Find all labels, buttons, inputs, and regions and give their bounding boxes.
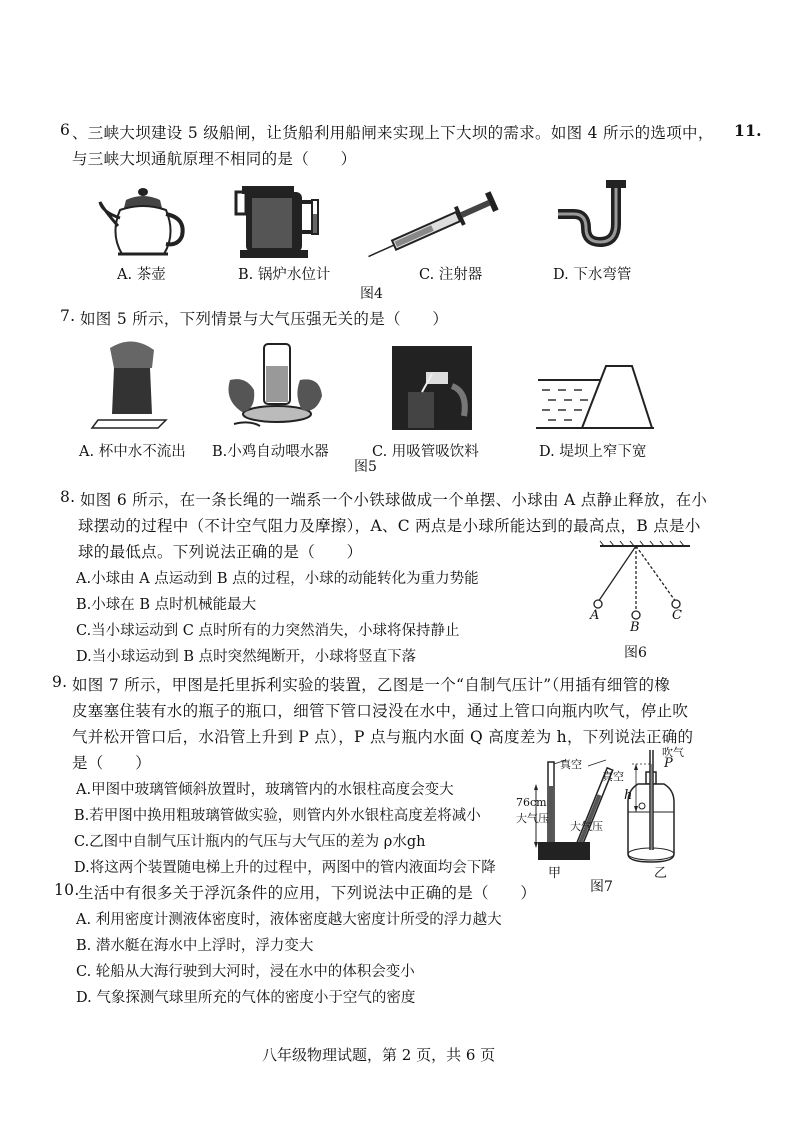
boiler-gauge-image <box>232 182 332 262</box>
drain-pipe-image <box>556 178 636 258</box>
q8-option-b: B.小球在 B 点时机械能最大 <box>76 597 257 613</box>
yi-label: 乙 <box>654 866 668 881</box>
q9-number: 9. <box>52 673 68 691</box>
q10-option-a: A. 利用密度计测液体密度时，液体密度越大密度计所受的浮力越大 <box>76 912 502 928</box>
q10-option-d: D. 气象探测气球里所充的气体的密度小于空气的密度 <box>76 990 416 1006</box>
q6-stem-line2: 与三峡大坝通航原理不相同的是（ ） <box>72 150 357 168</box>
q6-option-b: B. 锅炉水位计 <box>238 267 331 283</box>
q6-option-a: A. 茶壶 <box>117 267 166 283</box>
q9-option-a: A.甲图中玻璃管倾斜放置时，玻璃管内的水银柱高度会变大 <box>76 782 454 798</box>
p-point-label: P <box>664 756 673 771</box>
dam-image <box>536 358 654 430</box>
q10-number: 10. <box>54 881 80 899</box>
q9-stem-line1: 如图 7 所示，甲图是托里拆利实验的装置，乙图是一个“自制气压计”（用插有细管的橡 <box>72 676 671 694</box>
q8-option-c: C.当小球运动到 C 点时所有的力突然消失，小球将保持静止 <box>76 623 460 639</box>
q9-figure-label: 图7 <box>590 879 613 895</box>
q9-stem-line3: 气并松开管口后，水沿管上升到 P 点），P 点与瓶内水面 Q 高度差为 h，下列说法正确的 <box>72 728 694 746</box>
q8-stem-line1: 如图 6 所示，在一条长绳的一端系一个小铁球做成一个单摆、小球由 A 点静止释放，在小 <box>80 491 708 509</box>
q10-stem-line1: 生活中有很多关于浮沉条件的应用，下列说法中正确的是（ ） <box>78 884 537 902</box>
q10-option-b: B. 潜水艇在海水中上浮时，浮力变大 <box>76 938 314 954</box>
q9-stem-line2: 皮塞塞住装有水的瓶子的瓶口，细管下管口浸没在水中，通过上管口向瓶内吹气，停止吹 <box>72 702 689 720</box>
q7-option-c: C. 用吸管吸饮料 <box>372 444 479 460</box>
q8-stem-line2: 球摆动的过程中（不计空气阻力及摩擦），A、C 两点是小球所能达到的最高点，B 点是小 <box>78 517 701 535</box>
h-label: h <box>624 788 633 803</box>
q10-option-c: C. 轮船从大海行驶到大河时，浸在水中的体积会变小 <box>76 964 415 980</box>
syringe-image <box>362 196 512 256</box>
point-c-label: C <box>672 608 682 623</box>
q7-option-a: A. 杯中水不流出 <box>79 444 186 460</box>
height-76cm-label: 76cm <box>516 796 547 809</box>
jia-label: 甲 <box>548 866 562 881</box>
q6-stem-line1: 、三峡大坝建设 5 级船闸，让货船利用船闸来实现上下大坝的需求。如图 4 所示的选项中， <box>72 124 714 142</box>
chick-feeder-image <box>220 340 330 430</box>
q6-option-c: C. 注射器 <box>419 267 483 283</box>
page-footer: 八年级物理试题，第 2 页，共 6 页 <box>262 1046 496 1064</box>
q9-stem-line4: 是（ ） <box>72 754 152 772</box>
q7-figure-label: 图5 <box>354 459 377 475</box>
q7-option-b: B.小鸡自动喂水器 <box>212 444 329 460</box>
q9-option-d: D.将这两个装置随电梯上升的过程中，两图中的管内液面均会下降 <box>74 860 496 876</box>
q8-number: 8. <box>60 488 76 506</box>
q8-stem-line3: 球的最低点。下列说法正确的是（ ） <box>78 543 363 561</box>
point-b-label: B <box>630 620 640 635</box>
q7-number: 7. <box>60 307 76 325</box>
vacuum-label-2: 真空 <box>602 770 624 783</box>
teapot-image <box>98 182 188 262</box>
side-question-marker: 11. <box>734 121 762 140</box>
blow-label: 吹气 <box>662 746 684 759</box>
q8-option-a: A.小球由 A 点运动到 B 点的过程，小球的动能转化为重力势能 <box>76 571 479 587</box>
q6-number: 6 <box>60 121 71 139</box>
point-a-label: A <box>590 608 600 623</box>
q6-figure-label: 图4 <box>360 286 383 302</box>
straw-drink-image <box>392 346 472 430</box>
q7-stem-line1: 如图 5 所示，下列情景与大气压强无关的是（ ） <box>80 310 449 328</box>
q8-figure-label: 图6 <box>624 645 647 661</box>
pendulum-diagram <box>590 540 700 640</box>
q9-option-c: C.乙图中自制气压计瓶内的气压与大气压的差为 ρ水gh <box>74 834 426 850</box>
q8-option-d: D.当小球运动到 B 点时突然绳断开，小球将竖直下落 <box>76 649 417 665</box>
vacuum-label-1: 真空 <box>560 758 582 771</box>
atm-pressure-label-1: 大气压 <box>516 812 549 825</box>
q6-option-d: D. 下水弯管 <box>553 267 632 283</box>
q7-option-d: D. 堤坝上窄下宽 <box>539 444 647 460</box>
atm-pressure-label-2: 大气压 <box>570 820 603 833</box>
cup-water-image <box>92 338 172 430</box>
q9-option-b: B.若甲图中换用粗玻璃管做实验，则管内外水银柱高度差将减小 <box>74 808 481 824</box>
